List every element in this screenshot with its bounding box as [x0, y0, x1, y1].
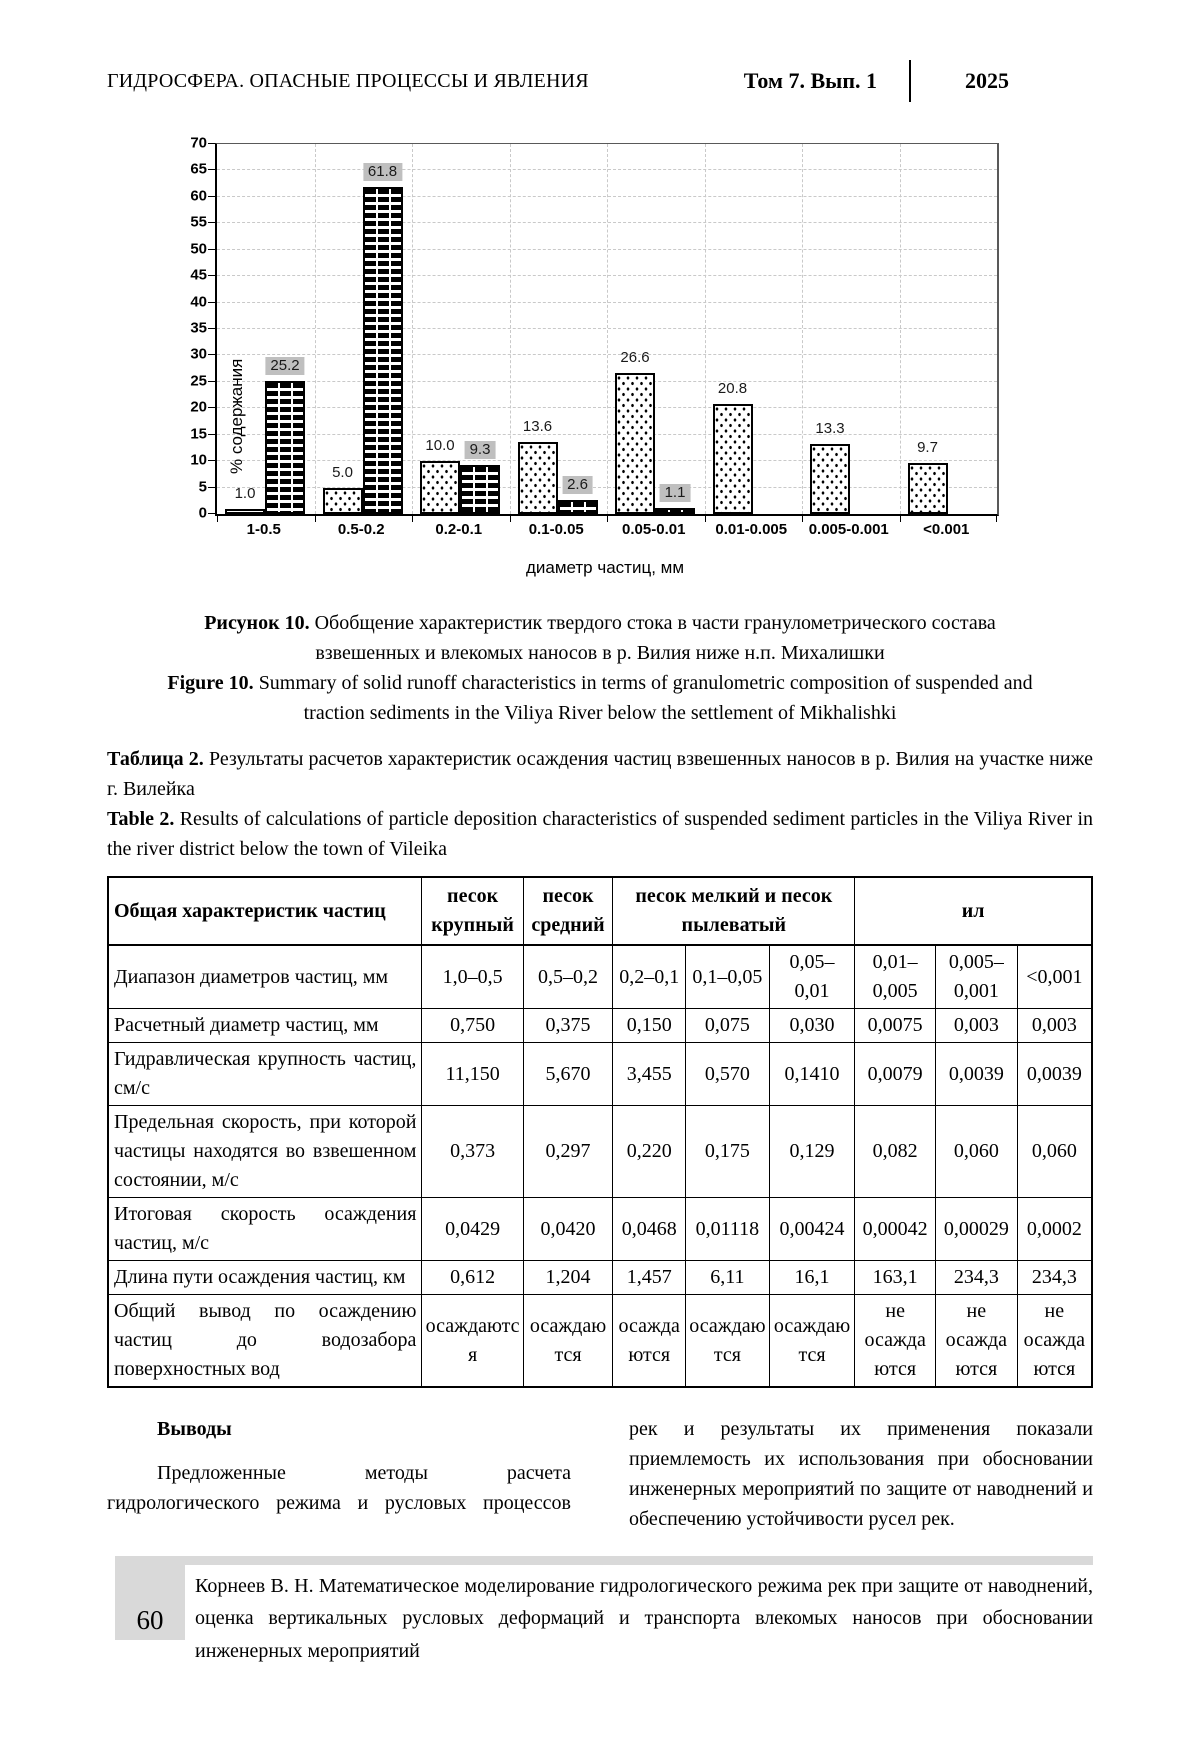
table-row	[108, 1009, 1092, 1043]
value-cell: не осаждаются	[1017, 1295, 1092, 1388]
volume-issue: Том 7. Вып. 1	[743, 68, 877, 93]
x-category-label: 0.1-0.05	[528, 521, 584, 538]
bar-value-label: 61.8	[363, 163, 402, 181]
figure-caption-en-text: Summary of solid runoff characteristics in terms of granulometric composition of suspended and traction sediments in the Viliya River below the settlement of Mikhalishki	[258, 672, 1033, 724]
table-row	[108, 945, 1092, 1009]
y-tick-mark	[208, 381, 215, 382]
y-tick-label: 70	[190, 134, 207, 152]
y-tick-label: 25	[190, 372, 207, 390]
page-footer	[107, 1556, 1093, 1667]
x-axis-labels	[215, 521, 995, 543]
value-cell: 0,0039	[1017, 1043, 1092, 1106]
page-number: 60	[115, 1556, 185, 1640]
value-cell: 163,1	[855, 1261, 936, 1295]
value-cell: 234,3	[1017, 1261, 1092, 1295]
table-header-row	[108, 877, 1092, 945]
x-tick-mark	[996, 516, 997, 522]
y-tick-label: 5	[198, 478, 207, 496]
y-tick-mark	[208, 302, 215, 303]
y-tick-label: 50	[190, 240, 207, 258]
value-cell: 0,0420	[523, 1198, 613, 1261]
value-cell: 0,005–0,001	[936, 945, 1018, 1009]
bar-dotted-series	[713, 404, 753, 514]
page	[0, 58, 1200, 1667]
y-tick-mark	[208, 249, 215, 250]
bar-value-label: 20.8	[717, 380, 748, 398]
value-cell: 0,150	[613, 1009, 686, 1043]
value-cell: 0,5–0,2	[523, 945, 613, 1009]
conclusions-section	[107, 1414, 1093, 1534]
footer-gray-strip	[115, 1556, 1093, 1565]
bar-dotted-series	[323, 488, 363, 514]
category-group	[315, 144, 413, 514]
value-cell: 0,003	[1017, 1009, 1092, 1043]
conclusions-heading: Выводы	[157, 1418, 232, 1440]
bar-hatched-series	[460, 465, 500, 514]
table-head	[108, 877, 1092, 945]
value-cell: 0,220	[613, 1106, 686, 1198]
value-cell: 0,175	[686, 1106, 770, 1198]
bar-value-label: 1.0	[234, 484, 256, 502]
chart-plot-area	[215, 143, 999, 516]
bar-value-label: 25.2	[265, 357, 304, 375]
value-cell: 1,204	[523, 1261, 613, 1295]
x-category-label: <0.001	[923, 521, 970, 538]
bar-value-label: 26.6	[620, 349, 650, 367]
table-caption-ru-label: Таблица 2.	[107, 748, 204, 770]
value-cell: 0,082	[855, 1106, 936, 1198]
value-cell: 0,0002	[1017, 1198, 1092, 1261]
row-label-cell: Итоговая скорость осаждения частиц, м/с	[108, 1198, 422, 1261]
x-category-label: 0.2-0.1	[435, 521, 483, 538]
bar-hatched-series	[558, 500, 598, 514]
table-caption-en-label: Table 2.	[107, 808, 175, 830]
table-header-group: песок крупный	[422, 877, 523, 945]
y-tick-label: 20	[190, 398, 207, 416]
x-category-label: 0.05-0.01	[622, 521, 686, 538]
row-label-cell: Предельная скорость, при которой частицы находятся во взвешенном состоянии, м/с	[108, 1106, 422, 1198]
table-caption-block	[107, 744, 1093, 864]
y-tick-mark	[208, 407, 215, 408]
y-tick-label: 0	[198, 504, 207, 522]
y-tick-mark	[208, 328, 215, 329]
bar-value-label: 13.6	[522, 418, 553, 436]
y-tick-mark	[208, 143, 215, 144]
y-tick-label: 10	[190, 451, 207, 469]
bar-hatched-series	[363, 187, 403, 514]
y-tick-mark	[208, 169, 215, 170]
value-cell: осаждаются	[686, 1295, 770, 1388]
table-row	[108, 1295, 1092, 1388]
figure-caption-en	[164, 668, 1036, 728]
y-tick-label: 30	[190, 345, 207, 363]
value-cell: 0,003	[936, 1009, 1018, 1043]
header-divider	[909, 60, 911, 102]
y-tick-label: 15	[190, 425, 207, 443]
year: 2025	[965, 68, 1009, 93]
table-header-characteristics: Общая характеристик частиц	[108, 877, 422, 945]
category-group	[705, 144, 803, 514]
category-group	[802, 144, 900, 514]
page-header	[107, 58, 1093, 104]
table-header-group: песок средний	[523, 877, 613, 945]
journal-title: ГИДРОСФЕРА. ОПАСНЫЕ ПРОЦЕССЫ И ЯВЛЕНИЯ	[107, 69, 589, 92]
value-cell: 0,750	[422, 1009, 523, 1043]
table-row	[108, 1043, 1092, 1106]
value-cell: 0,01118	[686, 1198, 770, 1261]
value-cell: осаждаются	[769, 1295, 855, 1388]
value-cell: 0,060	[1017, 1106, 1092, 1198]
value-cell: 0,01–0,005	[855, 945, 936, 1009]
row-label-cell: Гидравлическая крупность частиц, см/с	[108, 1043, 422, 1106]
x-category-label: 0.5-0.2	[337, 521, 385, 538]
value-cell: не осаждаются	[936, 1295, 1018, 1388]
footer-citation: Корнеев В. Н. Математическое моделирование гидрологического режима рек при защите от наводнений, оценка вертикальных русловых деформаций и транспорта влекомых наносов при обосновании инженерных мероприятий	[195, 1575, 1093, 1662]
value-cell: 0,0039	[936, 1043, 1018, 1106]
value-cell: осаждаются	[422, 1295, 523, 1388]
value-cell: 0,00029	[936, 1198, 1018, 1261]
table-caption-en-text: Results of calculations of particle deposition characteristics of suspended sediment particles in the Viliya River in the river district below the town of Vileika	[107, 808, 1094, 860]
value-cell: 0,00424	[769, 1198, 855, 1261]
figure-caption-ru-label: Рисунок 10.	[204, 612, 310, 634]
category-group	[607, 144, 705, 514]
y-tick-label: 45	[190, 266, 207, 284]
header-right	[744, 60, 1009, 102]
value-cell: 0,0075	[855, 1009, 936, 1043]
table-row	[108, 1106, 1092, 1198]
value-cell: 0,2–0,1	[613, 945, 686, 1009]
value-cell: 0,373	[422, 1106, 523, 1198]
table-header-group: ил	[855, 877, 1092, 945]
value-cell: 0,570	[686, 1043, 770, 1106]
row-label-cell: Диапазон диаметров частиц, мм	[108, 945, 422, 1009]
table-caption-en	[107, 804, 1093, 864]
value-cell: 0,612	[422, 1261, 523, 1295]
table-header-group: песок мелкий и песок пылеватый	[613, 877, 855, 945]
value-cell: 0,0429	[422, 1198, 523, 1261]
bar-dotted-series	[810, 444, 850, 514]
value-cell: осаждаются	[613, 1295, 686, 1388]
figure-caption-ru-text: Обобщение характеристик твердого стока в части гранулометрического состава взвешенных и влекомых наносов в р. Вилия ниже н.п. Михалишки	[314, 612, 996, 664]
value-cell: 11,150	[422, 1043, 523, 1106]
value-cell: 0,060	[936, 1106, 1018, 1198]
value-cell: 0,00042	[855, 1198, 936, 1261]
figure-caption-block	[107, 608, 1093, 728]
bar-hatched-series	[265, 381, 305, 514]
value-cell: 16,1	[769, 1261, 855, 1295]
y-tick-mark	[208, 434, 215, 435]
bar-dotted-series	[518, 442, 558, 514]
value-cell: 0,0468	[613, 1198, 686, 1261]
bar-dotted-series	[908, 463, 948, 514]
category-group	[412, 144, 510, 514]
value-cell: 0,05–0,01	[769, 945, 855, 1009]
figure-caption-en-label: Figure 10.	[167, 672, 254, 694]
table-2	[107, 876, 1093, 1388]
value-cell: 0,030	[769, 1009, 855, 1043]
bar-hatched-series	[655, 508, 695, 514]
conclusions-paragraph-right: рек и результаты их применения показали приемлемость их использования при обосновании инженерных мероприятий по защите от наводнений и обеспечению устойчивости русел рек.	[629, 1418, 1093, 1530]
conclusions-right-column	[629, 1414, 1093, 1534]
row-label-cell: Общий вывод по осаждению частиц до водозабора поверхностных вод	[108, 1295, 422, 1388]
y-tick-mark	[208, 487, 215, 488]
table-caption-ru-text: Результаты расчетов характеристик осаждения частиц взвешенных наносов в р. Вилия на участке ниже г. Вилейка	[107, 748, 1093, 800]
y-tick-mark	[208, 460, 215, 461]
table-row	[108, 1198, 1092, 1261]
category-group	[900, 144, 998, 514]
bar-value-label: 5.0	[332, 463, 353, 481]
table-row	[108, 1261, 1092, 1295]
value-cell: 0,1410	[769, 1043, 855, 1106]
value-cell: осаждаются	[523, 1295, 613, 1388]
value-cell: 0,297	[523, 1106, 613, 1198]
row-label-cell: Длина пути осаждения частиц, км	[108, 1261, 422, 1295]
value-cell: 1,0–0,5	[422, 945, 523, 1009]
table-body	[108, 945, 1092, 1387]
value-cell: 0,1–0,05	[686, 945, 770, 1009]
value-cell: 0,375	[523, 1009, 613, 1043]
x-category-label: 1-0.5	[246, 521, 281, 538]
row-label-cell: Расчетный диаметр частиц, мм	[108, 1009, 422, 1043]
conclusions-left-column	[107, 1414, 571, 1534]
figure-10-bar-chart	[185, 134, 997, 592]
value-cell: 234,3	[936, 1261, 1018, 1295]
x-axis-title: диаметр частиц, мм	[525, 558, 685, 577]
y-tick-label: 35	[190, 319, 207, 337]
value-cell: 3,455	[613, 1043, 686, 1106]
y-tick-label: 65	[190, 160, 207, 178]
y-tick-mark	[208, 513, 215, 514]
conclusions-paragraph-left: Предложенные методы расчета гидрологического режима и русловых процессов	[107, 1462, 571, 1514]
x-category-label: 0.005-0.001	[808, 521, 889, 538]
x-category-label: 0.01-0.005	[715, 521, 788, 538]
bar-dotted-series	[615, 373, 655, 514]
value-cell: 6,11	[686, 1261, 770, 1295]
bar-value-label: 1.1	[660, 484, 691, 502]
value-cell: 0,075	[686, 1009, 770, 1043]
y-tick-label: 55	[190, 213, 207, 231]
value-cell: не осаждаются	[855, 1295, 936, 1388]
y-tick-mark	[208, 354, 215, 355]
value-cell: 0,129	[769, 1106, 855, 1198]
y-axis-title: % содержания	[227, 358, 246, 474]
bar-dotted-series	[225, 509, 265, 514]
value-cell: 0,0079	[855, 1043, 936, 1106]
table-caption-ru	[107, 744, 1093, 804]
value-cell: <0,001	[1017, 945, 1092, 1009]
y-tick-mark	[208, 222, 215, 223]
y-tick-mark	[208, 275, 215, 276]
value-cell: 5,670	[523, 1043, 613, 1106]
bar-value-label: 9.7	[917, 438, 938, 456]
y-tick-label: 40	[190, 293, 207, 311]
y-tick-label: 60	[190, 187, 207, 205]
bar-value-label: 13.3	[815, 419, 845, 437]
category-group	[510, 144, 608, 514]
figure-caption-ru	[164, 608, 1036, 668]
y-tick-mark	[208, 196, 215, 197]
bar-value-label: 2.6	[562, 476, 593, 494]
bar-value-label: 10.0	[425, 437, 455, 455]
value-cell: 1,457	[613, 1261, 686, 1295]
bar-dotted-series	[420, 461, 460, 514]
bar-value-label: 9.3	[465, 441, 496, 459]
